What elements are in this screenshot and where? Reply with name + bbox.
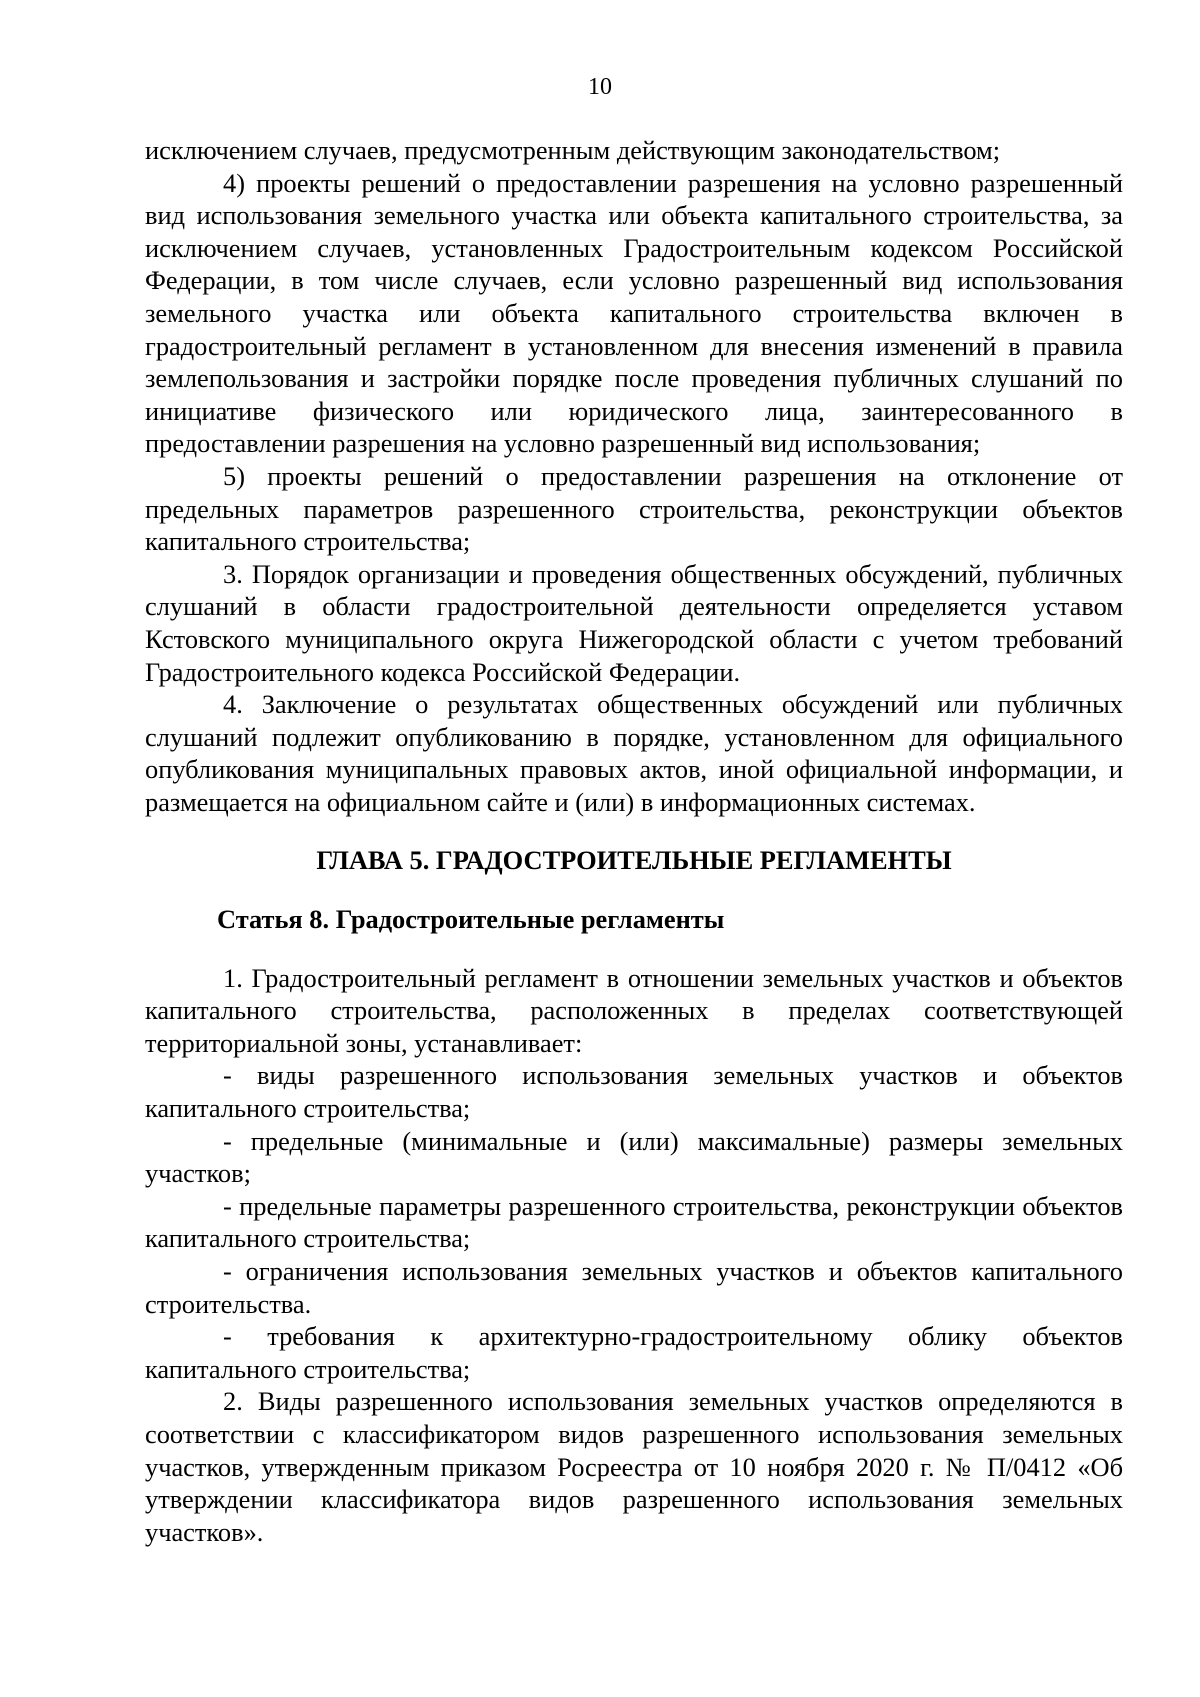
- paragraph-clause-4: 4. Заключение о результатах общественных обсуждений или публичных слушаний подлежит опубликованию в порядке, установленном для официального опубликования муниципальных правовых актов, иной официальной информации, и размещается на официальном сайте и (или) в информационных системах.: [145, 689, 1123, 817]
- list-item-plot-sizes: - предельные (минимальные и (или) максимальные) размеры земельных участков;: [145, 1125, 1123, 1189]
- document-body: [145, 134, 1123, 1548]
- article-heading: Статья 8. Градостроительные регламенты: [217, 904, 725, 935]
- paragraph-article-clause-1: 1. Градостроительный регламент в отношении земельных участков и объектов капитального строительства, расположенных в пределах соответствующей территориальной зоны, устанавливает:: [145, 962, 1123, 1058]
- paragraph-clause-3: 3. Порядок организации и проведения общественных обсуждений, публичных слушаний в области градостроительной деятельности определяется уставом Кстовского муниципального округа Нижегородской области с учетом требований Градостроительного кодекса Российской Федерации.: [145, 558, 1123, 687]
- list-item-architectural-requirements: - требования к архитектурно-градостроительному облику объектов капитального строительства;: [145, 1321, 1123, 1384]
- paragraph-item-5: 5) проекты решений о предоставлении разрешения на отклонение от предельных параметров разрешенного строительства, реконструкции объектов капитального строительства;: [145, 460, 1123, 557]
- paragraph-article-clause-2: 2. Виды разрешенного использования земельных участков определяются в соответствии с классификатором видов разрешенного использования земельных участков, утвержденным приказом Росреестра от 10 ноября 2020 г. № П/0412 «Об утверждении классификатора видов разрешенного использования земельных участков».: [145, 1386, 1123, 1547]
- paragraph-continuation: исключением случаев, предусмотренным действующим законодательством;: [145, 135, 1001, 165]
- list-item-use-restrictions: - ограничения использования земельных участков и объектов капитального строительства.: [145, 1256, 1123, 1319]
- list-item-permitted-uses: - виды разрешенного использования земельных участков и объектов капитального строительства;: [145, 1060, 1123, 1124]
- paragraph-item-4: 4) проекты решений о предоставлении разрешения на условно разрешенный вид использования земельного участка или объекта капитального строительства, за исключением случаев, установленных Градостроительным кодексом Российской Федерации, в том числе случаев, если условно разрешенный вид использования земельного участка или объекта капитального строительства включен в градостроительный регламент в установленном для внесения изменений в правила землепользования и застройки порядке после проведения публичных слушаний по инициативе физического или юридического лица, заинтересованного в предоставлении разрешения на условно разрешенный вид использования;: [145, 167, 1123, 459]
- page-number: 10: [588, 74, 612, 100]
- list-item-construction-parameters: - предельные параметры разрешенного строительства, реконструкции объектов капитального строительства;: [145, 1190, 1123, 1254]
- chapter-heading: ГЛАВА 5. ГРАДОСТРОИТЕЛЬНЫЕ РЕГЛАМЕНТЫ: [316, 845, 952, 876]
